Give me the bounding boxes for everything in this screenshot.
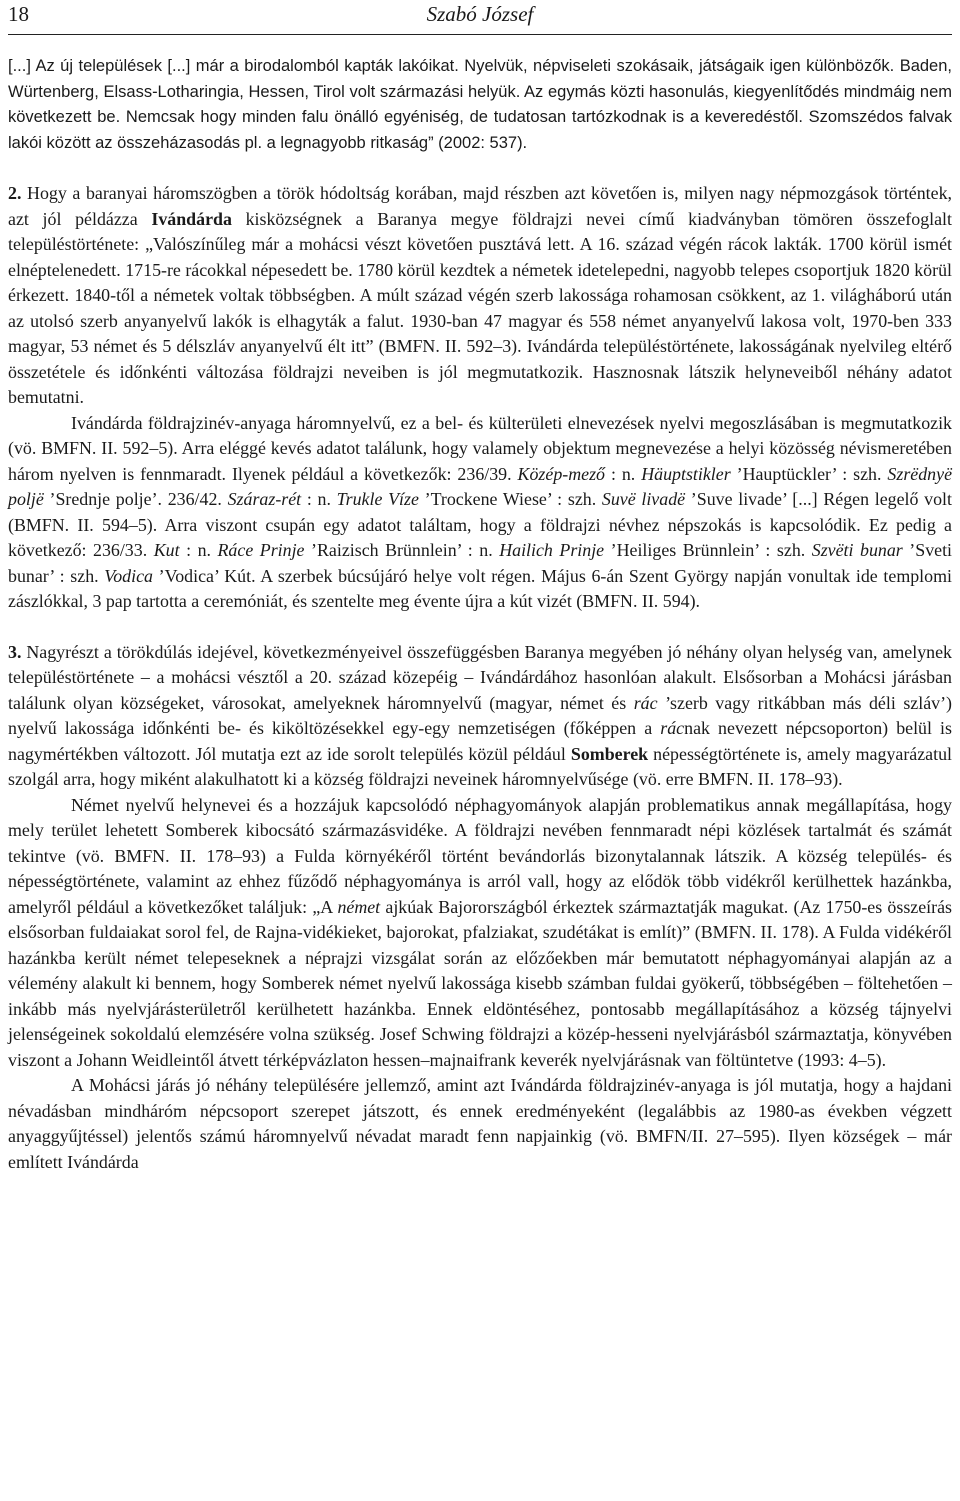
running-title: Szabó József [426,2,534,26]
section-number: 3. [8,641,22,662]
place-name: Ivándárda [151,208,232,229]
section-number: 2. [8,183,22,203]
page-header [8,2,952,32]
quote-paragraph: [...] Az új települések [...] már a birodalomból kapták lakóikat. Nyelvük, népviseleti szokásaik, játságaik igen különbözők. Baden, Würtenberg, Elsass-Lotharingia, Hessen, Tirol volt származási helyük. Az egymás közti hasonulás, kiegyenlítődés mindmáig nem következett be. Nemcsak hogy minden falu önálló egyéniség, de tudatosan tartózkodnak is a keveredéstől. Szomszédos falvak lakói között az összeházasodás pl. a legnagyobb ritkaság” (2002: 537). [8,57,952,152]
section-2-paragraph: 2. Hogy a baranyai háromszögben a török hódoltság korában, majd részben azt követően is, milyen nagy népmozgások történtek, azt jól példázza Ivándárda kisközségnek a Baranya megye földrajzi nevei című kiadványban tömören összefoglalt településtörténete: „Valószínűleg már a mohácsi vészt követően pusztává lett. A 16. század végén rácok lakták. 1700 körül ismét elnéptelenedett. 1715-re rácokkal népesedett be. 1780 körül kezdtek a németek idetelepedni, nagyobb telepes csoportjuk 1820 körül érkezett. 1840-től a németek voltak többségben. A múlt század végén szerb lakossága rohamosan csökkent, az 1. világháború után az utolsó szerb anyanyelvű lakók is elhagyták a falut. 1930-ban 47 magyar és 558 német anyanyelvű lakosa volt, 1970-ben 333 magyar, 53 német és 5 délszláv anyanyelvű élt itt” (BMFN. II. 592–3). Ivándárda településtörténete, lakosságának nyelvileg eltérő összetétele és időnkénti változása földrajzi neveiben is jól megmutatkozik. Hasznosnak látszik helyneveiből néhány adatot bemutatni. [8,183,952,407]
somberek-paragraph: Német nyelvű helynevei és a hozzájuk kapcsolódó néphagyományok alapján problematikus annak megállapítása, hogy mely terület lehetett Somberek kibocsátó származásvidéke. A földrajzi nevében fennmaradt népi közlések tartalmát és számát tekintve (vö. BMFN. II. 178–93) a Fulda környékéről történt bevándorlás bizonytalannak látszik. A község település- és népességtörténete, valamint az ehhez fűződő néphagyománya is arról vall, hogy az elődök több vidékről kerülhettek hazánkba, amelyről például a következőket találjuk: „A német ajkúak Bajorországból érkeztek származtatják magukat. (Az 1750-es összeírás elsősorban fuldaiakat sorol fel, de Rajna-vidékieket, bajorokat, pfalziakat, szudétákat is említ)” (BMFN. II. 178). A Fulda vidékéről hazánkba került német telepeseknek a néprajzi vizsgálat során az előzőekben már bemutatott néphagyományai alapján az a vélemény alakult ki bennem, hogy Somberek német nyelvű lakossága kisebb számban fuldai gyökerű, többségében – föltehetően – inkább más nyelvjárásterületről kerülhetett hazánkba. Ennek eldöntéséhez, pontosabb megállapításához a község tájnyelvi jelenségeinek sokoldalú elemzésére volna szükség. Josef Schwing földrajzi a közép-hesseni nyelvjárásból származtatja, könyvében viszont a Johann Weidleintől átvett térképvázlaton hessen–majnaifrank keverék nyelvjárásnak van föltüntetve (1993: 4–5). [8,794,953,1070]
page-number: 18 [8,2,29,26]
section-3-paragraph: 3. Nagyrészt a törökdúlás idejével, következményeivel összefüggésben Baranya megyében jó néhány olyan helység van, amelynek településtörténete – a mohácsi vésztől a 20. század közepéig – Ivándárdához hasonlóan alakult. Elsősorban a Mohácsi járásban találunk olyan községeket, városokat, amelyeknek háromnyelvű (magyar, német és rác ’szerb vagy ritkábban más déli szláv’) nyelvű lakossága időnkénti be- és kiköltözésekkel egy-egy nemzetiségen (főképpen a rácnak nevezett népcsoporton) belül is nagymértékben változott. Jól mutatja ezt az ide sorolt település közül például Somberek népességtörténete is, amely magyarázatul szolgál arra, hogy miként alakulhatott ki a község földrajzi neveinek háromnyelvűsége (vö. erre BMFN. II. 178–93). [8,641,952,789]
article-body [8,54,952,1175]
ivandarda-names-paragraph: Ivándárda földrajzinév-anyaga háromnyelvű, ez a bel- és külterületi elnevezések nyelvi megoszlásában is megmutatkozik (vö. BMFN. II. 592–5). Arra eléggé kevés adatot találunk, hogy valamely objektum megnevezése a helyi közösség névismeretében három nyelven is fennmaradt. Ilyenek például a következők: 236/39. Közép-mező : n. Häuptstikler ’Hauptückler’ : szh. Szrëdnyë poljë ’Srednje polje’. 236/42. Száraz-rét : n. Trukle Víze ’Trockene Wiese’ : szh. Suvë livadë ’Suve livade’ [...] Régen legelő volt (BMFN. II. 594–5). Arra viszont csupán egy adatot találtam, hogy a földrajzi névhez népszokás is kapcsolódik. Ez pedig a következő: 236/33. Kut : n. Ráce Prinje ’Raizisch Brünnlein’ : n. Hailich Prinje ’Heiliges Brünnlein’ : szh. Szvëti bunar ’Sveti bunar’ : szh. Vodica ’Vodica’ Kút. A szerbek búcsújáró helye volt régen. Május 6-án Szent György napján vonultak ide templomi zászlókkal, 3 pap tartotta a ceremóniát, és szentelte meg évente újra a kút vizét (BMFN. II. 594). [8,412,953,611]
place-name: Somberek [570,743,649,764]
mohacs-paragraph: A Mohácsi járás jó néhány településére jellemző, amint azt Ivándárda földrajzinév-anyaga is jól mutatja, hogy a hajdani névadásban mindháróm népcsoport szerepet játszott, és ennek eredményeként (legalábbis az 1980-as években végzett anyaggyűjtéssel) jelentős számú háromnyelvű névadat maradt fenn napjainkig (vö. BMFN/II. 27–595). Ilyen községek – már említett Ivándárda [8,1075,952,1172]
header-rule [8,34,952,35]
